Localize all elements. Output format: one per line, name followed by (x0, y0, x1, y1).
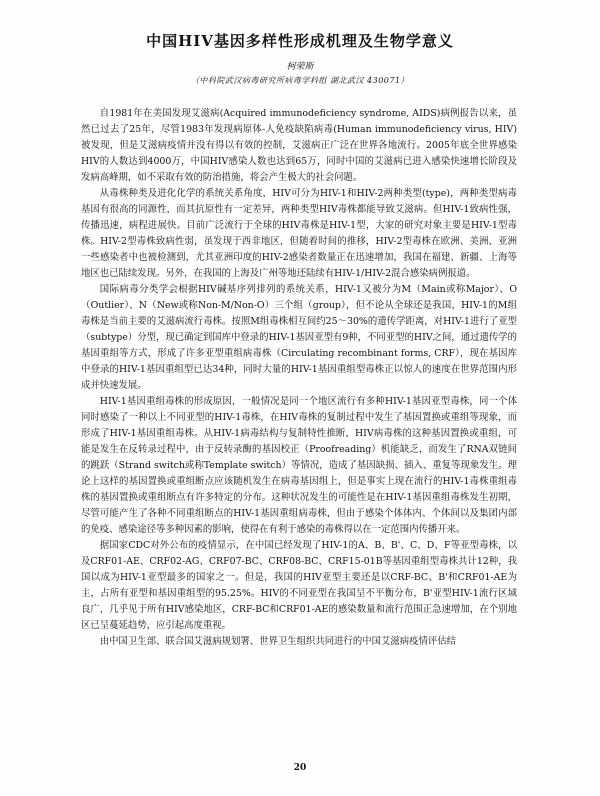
article-body (81, 106, 517, 650)
paragraph-china-subtypes: 据国家CDC对外公布的疫情显示，在中国已经发现了HIV-1的A、B、B'、C、D、F等亚型毒株，以及CRF01-AE、CRF02-AG、CRF07-BC、CRF08-BC、CRF15-01B等基因重组型毒株共计12种，我国以成为HIV-1亚型最多的国家之一。但是，我国的HIV亚型主要还是以CRF-BC、B'和CRF01-AE为主，占所有亚型和基因重组型的95.25%。HIV的不同亚型在我国呈不平衡分布，B'亚型HIV-1流行区域良广，几乎见于所有HIV感染地区，CRF-BC和CRF01-AE的感染数量和流行范围正急速增加，在个别地区已呈蔓延趋势，应引起高度重视。 (81, 540, 517, 631)
paragraph-assessment: 由中国卫生部、联合国艾滋病规划署、世界卫生组织共同进行的中国艾滋病疫情评估结 (99, 636, 457, 647)
author-name: 柯荣斯 (286, 62, 314, 72)
paragraph-hiv-types: 从毒株种类及进化化学的系统关系角度，HIV可分为HIV-1和HIV-2两种类型(type)，两种类型病毒基因有很高的同源性，而其抗原性有一定差异，两种类型HIV毒株都能导致艾滋病。但HIV-1致病性强，传播迅速，病程进展快。目前广泛流行于全球的HIV毒株是HIV-1型，大家的研究对象主要是HIV-1型毒株。HIV-2型毒株致病性弱，虽发现于西非地区，但随着时间的推移，HIV-2型毒株在欧洲、美洲、亚洲一些感染者中也被检测到，尤其亚洲印度的HIV-2感染者数量正在迅速增加，我国在福建、新疆、上海等地区也已陆续发现。另外，在我国的上海及广州等地还陆续有HIV-1/HIV-2混合感染病例报道。 (81, 188, 517, 279)
page-number: 20 (293, 763, 307, 773)
author-affiliation: （中科院武汉病毒研究所病毒学科组 湖北武汉 430071） (190, 76, 410, 85)
paragraph-recombination: HIV-1基因重组毒株的形成原因，一般情况是同一个地区流行有多种HIV-1基因亚型毒株，同一个体同时感染了一种以上不同亚型的HIV-1毒株，在HIV毒株的复制过程中发生了基因置换或重组等现象，而形成了HIV-1基因重组毒株。从HIV-1病毒结构与复制特性推断，HIV病毒株的这种基因置换或重组，可能是发生在反转录过程中，由于反转录酶的基因校正（Proofreading）机能缺乏，而发生了RNA双链间的跳跃（Strand switch或称Template switch）等情况，造成了基因缺损、插入、重复等现象发生。理论上这样的基因置换或重组断点应该随机发生在病毒基因组上，但是事实上现在流行的HIV-1毒株重组毒株的基因置换或重组断点有许多特定的分布。这种状况发生的可能性是在HIV-1基因重组毒株发生初期，尽管可能产生了各种不同重组断点的HIV-1基因重组病毒株，但由于感染个体体内、个体间以及集团内部的免疫、感染途径等多种因素的影响，使得在有利于感染的毒株得以在一定范围内传播开来。 (81, 396, 517, 535)
paragraph-introduction: 自1981年在美国发现艾滋病(Acquired immunodeficiency syndrome, AIDS)病例报告以来，虽然已过去了25年，尽管1983年发现病原体-人免疫缺陷病毒(Human immunodeficiency virus, HIV)被发现，但是艾滋病疫情并没有得以有效的控制，艾滋病正广泛在世界各地流行。2005年底全世界感染HIV的人数达到4000万，中国HIV感染人数也达到65万，同时中国的艾滋病已进入感染快速增长阶段及发病高峰期，如不采取有效的防治措施，将会产生极大的社会问题。 (81, 108, 517, 183)
paragraph-hiv-subtypes: 国际病毒分类学会根据HIV碱基序列排列的系统关系，HIV-1又被分为M（Main或称Major）、O（Outlier）、N（New或称Non-M/Non-O）三个组（group），但不论从全球还是我国，HIV-1的M组毒株是当前主要的艾滋病流行毒株。按照M组毒株相互间约25～30%的遗传学距离，对HIV-1进行了亚型（subtype）分型，现已确定到国库中登录的HIV-1基因亚型有9种，不同亚型的HIV之间，通过遗传学的基因重组等方式，形成了许多亚型重组病毒株（Circulating recombinant forms, CRF），现在基因库中登录的HIV-1基因重组型已达34种，同时大量的HIV-1基因重组型毒株正以惊人的速度在世界范围内形成并快速发展。 (81, 284, 517, 391)
article-title: 中国HIV基因多样性形成机理及生物学意义 (146, 32, 454, 50)
